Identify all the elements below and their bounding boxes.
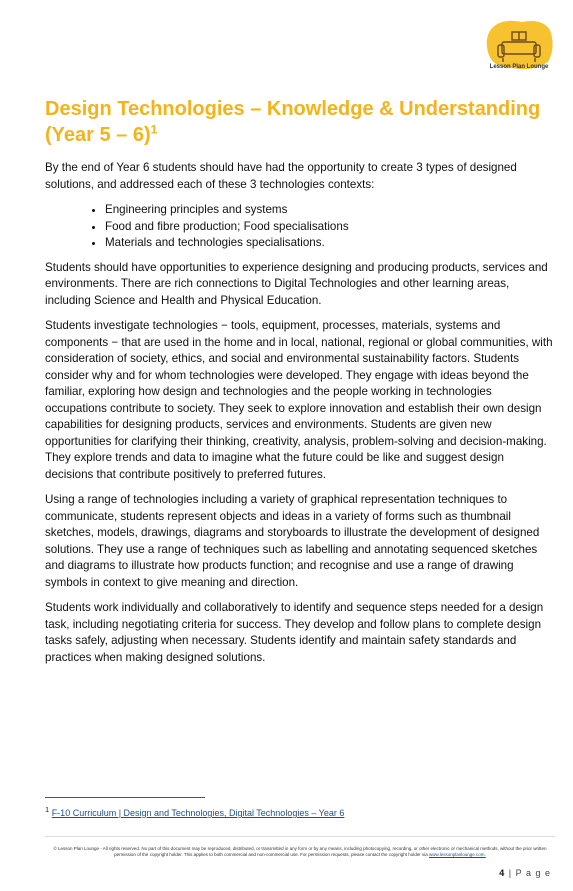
- paragraph-representation: Using a range of technologies including a variety of graphical representation techniques to communicate, students represent objects and ideas in a variety of forms such as thumbnail sketches, models, drawings, diagrams and storyboards to illustrate the development of designed solutions. They use a range of techniques such as labelling and annotating sequenced sketches and diagrams to illustrate how products function; and recognise and use a range of drawing symbols in context to give meaning and direction.: [45, 493, 540, 589]
- body-content: [45, 160, 553, 675]
- footnote: [45, 805, 344, 818]
- copyright-notice: [50, 846, 550, 858]
- page-number: [499, 868, 551, 878]
- page-label: | P a g e: [508, 868, 551, 878]
- list-item: • Engineering principles and systems: [105, 202, 553, 219]
- copyright-text: © Lesson Plan Lounge - All rights reserved. No part of this document may be reproduced, distributed, or transmitted in any form or by any means, including photocopying, recording, or other electronic or mechanical methods, without the prior written permission of the copyright holder. This applies to both commercial and non-commercial use. For permission requests, please contact the copyright holder via: [53, 846, 547, 857]
- paragraph-collaboration: Students work individually and collaboratively to identify and sequence steps needed for a design task, including negotiating criteria for success. They develop and follow plans to complete design tasks safely, adjusting when necessary. Students identify and maintain safety standards and practices when making designed solutions.: [45, 601, 544, 664]
- page-number-value: 4: [499, 868, 506, 878]
- paragraph-investigate: Students investigate technologies − tools, equipment, processes, materials, systems and components − that are used in the home and in local, national, regional or global communities, with consideration of society, ethics, and social and environmental sustainability factors. Students consider why and for whom technologies were developed. They engage with ideas beyond the familiar, exploring how design and technologies and the people working in technologies occupations contribute to society. They seek to explore innovation and establish their own design capabilities for designing products, services and environments. Students are given new opportunities for clarifying their thinking, creativity, analysis, problem-solving and decision-making. They explore trends and data to imagine what the future could be like and suggest design decisions that contribute positively to preferred futures.: [45, 319, 553, 481]
- logo-text: Lesson Plan Lounge: [489, 64, 549, 70]
- list-item: • Food and fibre production; Food specialisations: [105, 219, 553, 236]
- lesson-plan-lounge-logo: [482, 18, 556, 80]
- footnote-link[interactable]: F-10 Curriculum | Design and Technologies, Digital Technologies – Year 6: [51, 808, 345, 818]
- intro-paragraph: By the end of Year 6 students should have had the opportunity to create 3 types of designed solutions, and addressed each of these 3 technologies contexts:: [45, 161, 517, 191]
- list-item: • Materials and technologies specialisations.: [105, 235, 553, 252]
- paragraph-opportunities: Students should have opportunities to experience designing and producing products, services and environments. There are rich connections to Digital Technologies and other learning areas, including Science and Health and Physical Education.: [45, 260, 548, 307]
- footnote-number: 1: [45, 805, 50, 814]
- footer-divider: [45, 836, 555, 837]
- contexts-list: [45, 202, 553, 252]
- page-title: [45, 96, 555, 148]
- title-text: Design Technologies – Knowledge & Understanding (Year 5 – 6): [45, 98, 541, 146]
- footnote-divider: [45, 797, 205, 798]
- title-footnote-marker: 1: [150, 122, 158, 137]
- copyright-link[interactable]: www.lessonplanlounge.com.: [429, 852, 486, 857]
